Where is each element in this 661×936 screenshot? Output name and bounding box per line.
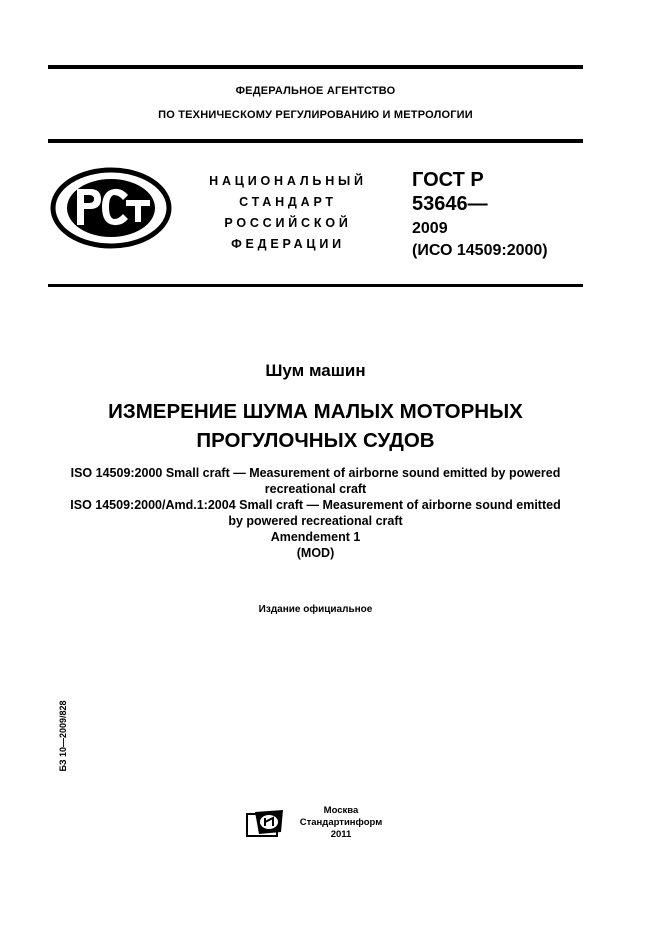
iso-ref-line-2: recreational craft: [264, 482, 367, 496]
bottom-rule: [48, 284, 583, 287]
iso-ref-line-6: (MOD): [296, 546, 335, 560]
side-code: [57, 690, 69, 782]
publisher-name: Стандартинформ: [299, 817, 383, 828]
standard-type-line-2: СТАНДАРТ: [239, 195, 337, 209]
document-subtitle: Шум машин: [265, 361, 366, 380]
rst-logo-icon: [50, 167, 172, 249]
standartinform-logo-icon: [245, 808, 285, 838]
standard-type-line-4: ФЕДЕРАЦИИ: [231, 237, 345, 251]
standard-type-line-1: НАЦИОНАЛЬНЫЙ: [209, 174, 367, 188]
document-title: [48, 397, 583, 455]
edition-label: Издание официальное: [258, 604, 373, 615]
agency-line-2: ПО ТЕХНИЧЕСКОМУ РЕГУЛИРОВАНИЮ И МЕТРОЛОГИИ: [158, 109, 473, 121]
iso-references: [48, 465, 583, 561]
top-rule: [48, 65, 583, 69]
designation-line-1: ГОСТ Р: [412, 169, 484, 191]
standard-type: [188, 171, 388, 255]
publisher-year: 2011: [330, 829, 352, 840]
iso-ref-line-4: by powered recreational craft: [228, 514, 403, 528]
iso-ref-line-5: Amendement 1: [270, 530, 361, 544]
title-line-2: ПРОГУЛОЧНЫХ СУДОВ: [196, 429, 435, 452]
publisher-block: [293, 805, 389, 841]
designation-line-3: 2009: [412, 220, 448, 237]
designation-line-2: 53646—: [412, 193, 488, 215]
iso-ref-line-3: ISO 14509:2000/Amd.1:2004 Small craft — Measurement of airborne sound emitted: [70, 498, 561, 512]
standard-designation: [412, 168, 548, 262]
publisher-city: Москва: [323, 805, 359, 816]
side-code-text: БЗ 10—2009/828: [58, 700, 68, 772]
title-line-1: ИЗМЕРЕНИЕ ШУМА МАЛЫХ МОТОРНЫХ: [108, 400, 523, 423]
middle-rule: [48, 139, 583, 143]
agency-line-1: ФЕДЕРАЛЬНОЕ АГЕНТСТВО: [235, 85, 396, 97]
iso-ref-line-1: ISO 14509:2000 Small craft — Measurement of airborne sound emitted by powered: [70, 466, 561, 480]
designation-line-4: (ИСО 14509:2000): [412, 242, 548, 259]
standard-type-line-3: РОССИЙСКОЙ: [224, 216, 352, 230]
